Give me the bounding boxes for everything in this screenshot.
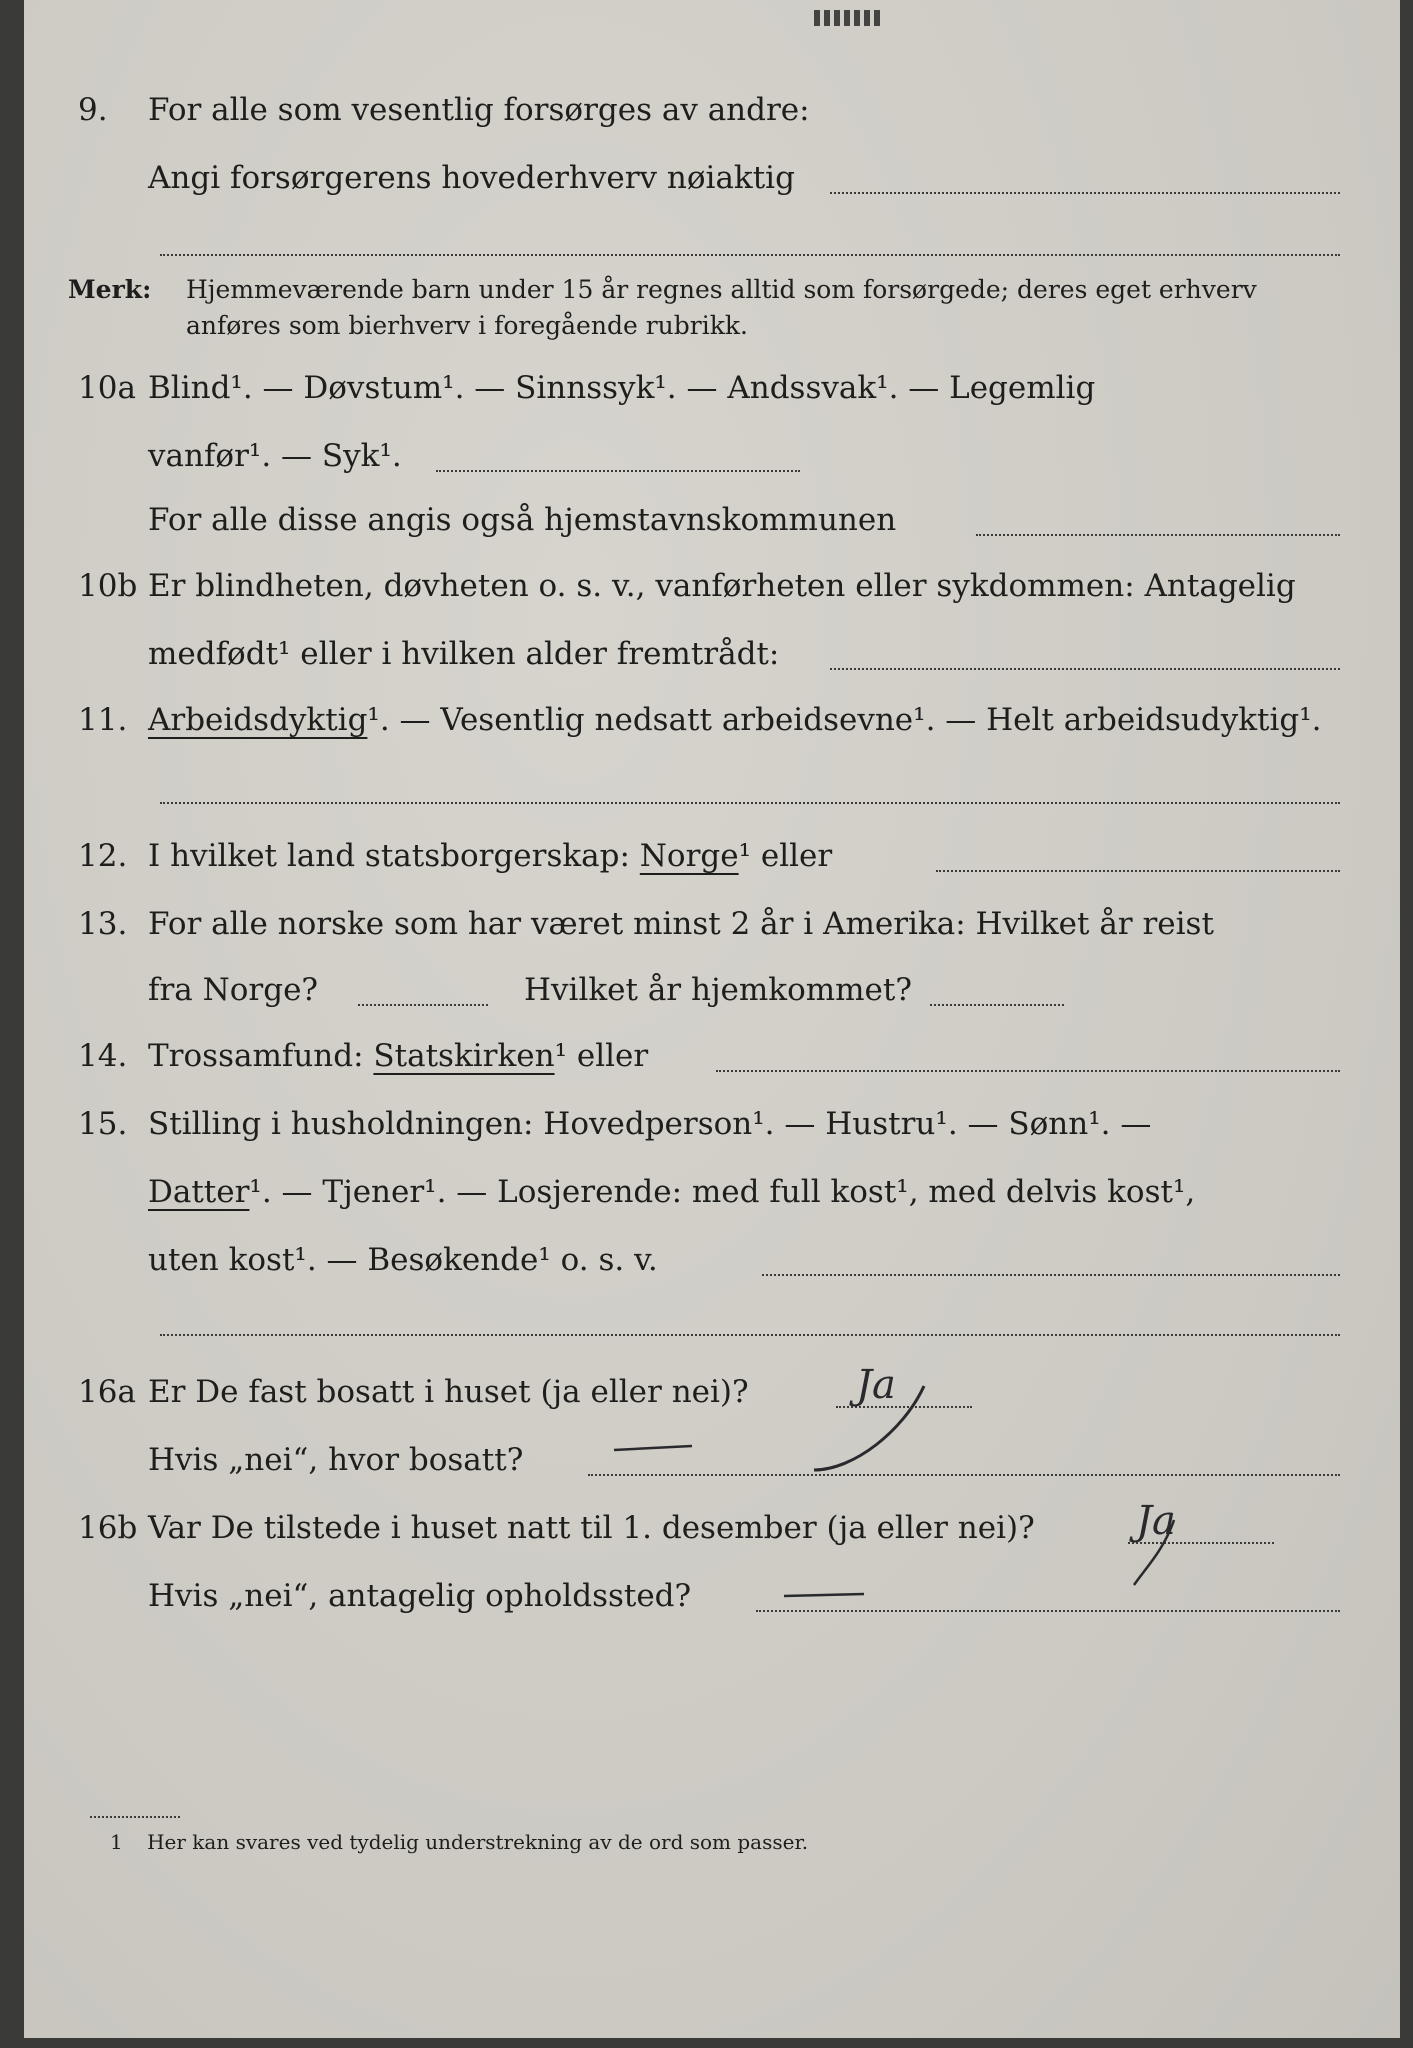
question-number: 11. — [78, 702, 128, 738]
question-number: 15. — [78, 1106, 128, 1142]
question-number: 16b — [78, 1510, 138, 1546]
census-form-page — [24, 0, 1400, 2038]
question-text: Er De fast bosatt i huset (ja eller nei)? — [148, 1374, 749, 1410]
option-text: ¹ eller — [738, 838, 833, 874]
footnote-text: Her kan svares ved tydelig understrekning av de ord som passer. — [147, 1830, 809, 1854]
question-number: 9. — [78, 92, 108, 128]
question-text: medfødt¹ eller i hvilken alder fremtrådt: — [148, 636, 780, 672]
question-text: Hvis „nei“, hvor bosatt? — [148, 1442, 524, 1478]
question-text: For alle norske som har været minst 2 år i Amerika: Hvilket år reist — [148, 906, 1214, 942]
underlined-answer: Arbeidsdyktig — [148, 702, 368, 738]
underlined-answer: Statskirken — [373, 1038, 555, 1074]
option-text: ¹ eller — [554, 1038, 649, 1074]
question-number: 14. — [78, 1038, 128, 1074]
question-text: uten kost¹. — Besøkende¹ o. s. v. — [148, 1242, 658, 1278]
handwritten-strokes — [24, 0, 1400, 2038]
question-text: Hvilket år hjemkommet? — [524, 972, 912, 1008]
footnote-rule — [90, 1816, 180, 1818]
question-text: Trossamfund: — [148, 1038, 374, 1074]
note-text: Hjemmeværende barn under 15 år regnes alltid som forsørgede; deres eget erhverv — [186, 275, 1257, 304]
note-label: Merk: — [68, 275, 152, 304]
note-text: anføres som bierhverv i foregående rubrikk. — [186, 311, 748, 340]
question-text: Angi forsørgerens hovederhverv nøiaktig — [148, 160, 795, 196]
handwritten-answer: Ja — [1136, 1498, 1176, 1544]
handwritten-answer: Ja — [856, 1362, 896, 1408]
footnote — [110, 1830, 808, 1854]
underlined-answer: Norge — [639, 838, 739, 874]
question-text: For alle disse angis også hjemstavnskommunen — [148, 502, 897, 538]
question-number: 10b — [78, 568, 138, 604]
footnote-marker: 1 — [110, 1830, 123, 1854]
question-text: Stilling i husholdningen: Hovedperson¹. — Hustru¹. — Sønn¹. — — [148, 1106, 1152, 1142]
question-text: Hvis „nei“, antagelig opholdssted? — [148, 1578, 692, 1614]
question-text: I hvilket land statsborgerskap: — [148, 838, 640, 874]
option-text: ¹. — Vesentlig nedsatt arbeidsevne¹. — Helt arbeidsudyktig¹. — [367, 702, 1322, 738]
question-text: fra Norge? — [148, 972, 319, 1008]
question-text: Blind¹. — Døvstum¹. — Sinnssyk¹. — Andssvak¹. — Legemlig — [148, 370, 1096, 406]
question-text: Er blindheten, døvheten o. s. v., vanførheten eller sykdommen: Antagelig — [148, 568, 1296, 604]
question-number: 10a — [78, 370, 136, 406]
question-text: vanfør¹. — Syk¹. — [148, 438, 402, 474]
question-text: Var De tilstede i huset natt til 1. desember (ja eller nei)? — [148, 1510, 1035, 1546]
option-text: ¹. — Tjener¹. — Losjerende: med full kost¹, med delvis kost¹, — [249, 1174, 1196, 1210]
underlined-answer: Datter — [148, 1174, 250, 1210]
question-number: 16a — [78, 1374, 136, 1410]
question-number: 13. — [78, 906, 128, 942]
question-number: 12. — [78, 838, 128, 874]
question-text: For alle som vesentlig forsørges av andre: — [148, 92, 810, 128]
